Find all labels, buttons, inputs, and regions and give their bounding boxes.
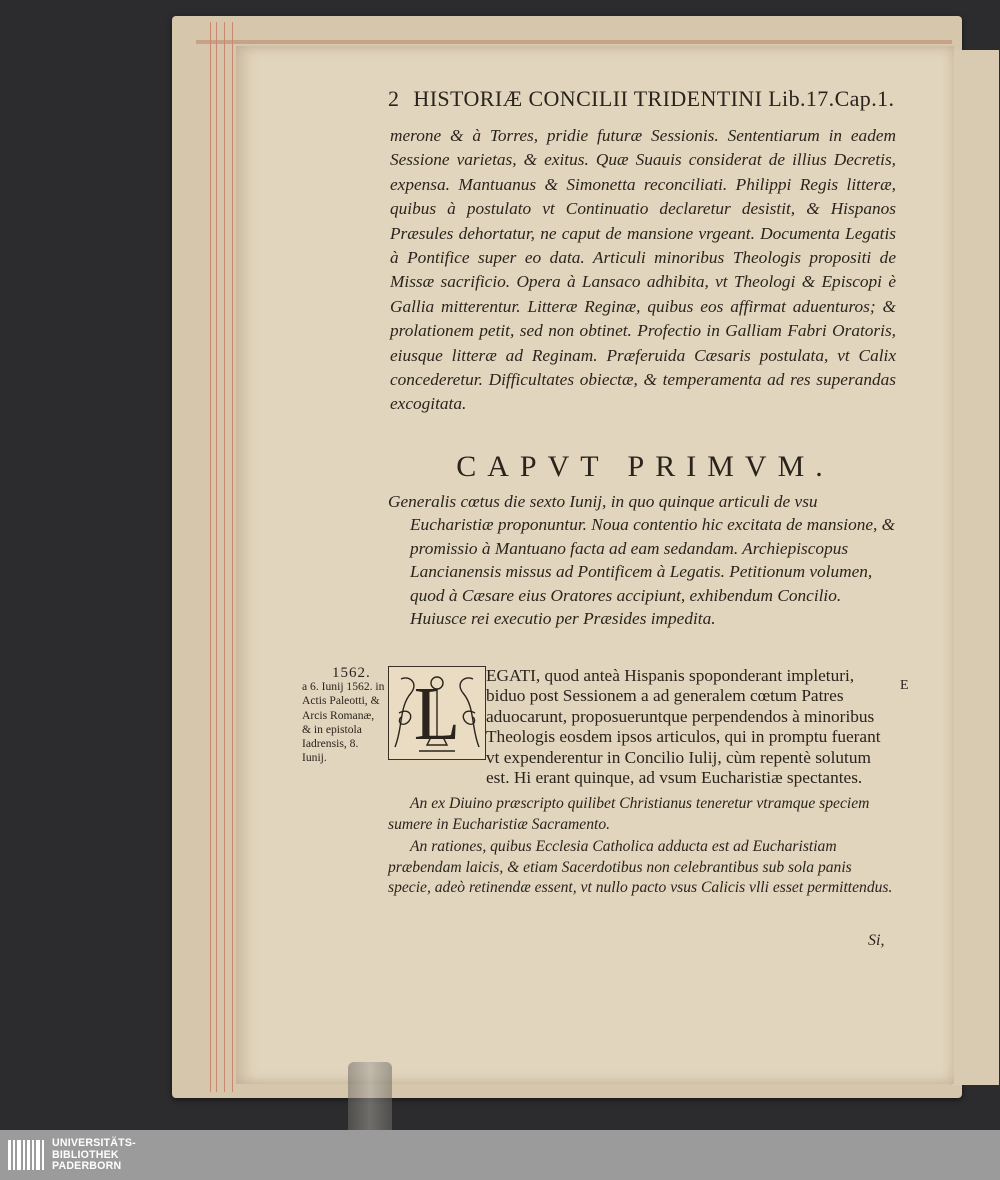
decorated-initial — [388, 666, 486, 760]
library-name-line3: PADERBORN — [52, 1160, 122, 1173]
page-edge-line — [224, 22, 225, 1092]
question-1: An ex Diuino præscripto quilibet Christianus teneretur vtramque speciem sumere in Eucharistiæ Sacramento. — [388, 795, 870, 833]
top-page-trim — [196, 40, 952, 44]
margin-year: 1562. — [332, 665, 371, 681]
argument-text: Eucharistiæ proponuntur. Noua contentio hic excitata de mansione, & promissio à Mantuano facta ad eam sedandam. Archiepiscopus Lancianensis missus ad Pontificem à Legatis. Petitionum volumen, quod à Cæsare eius Oratores accipiunt, exhibendum Concilio. Huiusce rei executio per Præsides impedita. — [410, 515, 896, 629]
decorated-initial-icon — [389, 667, 485, 759]
initial-letter: L — [413, 672, 461, 756]
edge-mark: E — [900, 678, 909, 693]
library-name-line2: BIBLIOTHEK — [52, 1148, 119, 1161]
argument-first-line: Generalis cœtus die sexto Iunij, in quo quinque articuli de vsu — [388, 492, 818, 511]
facing-page-edge — [950, 50, 999, 1085]
library-logo-icon — [8, 1138, 46, 1172]
book-support — [348, 1062, 392, 1130]
running-title: HISTORIÆ CONCILII TRIDENTINI Lib.17.Cap.1. — [413, 86, 895, 111]
running-head — [388, 86, 895, 120]
library-name — [52, 1138, 136, 1173]
footer-bar — [0, 1130, 1000, 1180]
page-edge-line — [210, 22, 211, 1092]
page-edge-line — [216, 22, 217, 1092]
question-2: An rationes, quibus Ecclesia Catholica adducta est ad Eucharistiam præbendam laicis, & etiam Sacerdotibus non celebrantibus sub sola panis specie, adeò retinendæ essent, vt nullo pacto vsus Calicis vlli esset permittendus. — [388, 838, 893, 897]
catchword: Si, — [868, 932, 885, 949]
page-edge-line — [232, 22, 233, 1092]
opening-paragraph: EGATI, quod anteà Hispanis spoponderant impleturi, biduo post Sessionem a ad generalem cœtum Patres aduocarunt, proposueruntque perpendendos à minoribus Theologis eosdem ipsos articulos, qui in promptu fuerant vt expenderentur in Concilio Iulij, cùm repentè solutum est. Hi erant quinque, ad vsum Eucharistiæ spectantes. — [486, 666, 881, 788]
chapter-title: CAPVT PRIMVM. — [456, 450, 834, 483]
margin-note-text: a 6. Iunij 1562. in Actis Paleotti, & Arcis Romanæ, & in epistola Iadrensis, 8. Iunij. — [302, 680, 385, 765]
library-name-line1: UNIVERSITÄTS- — [52, 1137, 136, 1149]
chapter-summary: merone & à Torres, pridie futuræ Sessionis. Sententiarum in eadem Sessione varietas, & exitus. Quæ Suauis considerat de illius Decretis, expensa. Mantuanus & Simonetta reconciliati. Philippi Regis litteræ, quibus à postulato vt Continuatio declaretur desistit, & Hispanos Præsules dehortatur, ne caput de mansione vrgeant. Documenta Legatis à Pontifice super eo data. Articuli minoribus Theologis propositi de Missæ sacrificio. Opera à Lansaco adhibita, vt Theologi & Episcopi è Gallia mitterentur. Litteræ Reginæ, quibus eos affirmat aduenturos; & prolationem petit, sed non obtinet. Profectio in Galliam Fabri Oratoris, eiusque litteræ ad Reginam. Præferuida Cæsaris postulata, vt Calix concederetur. Difficultates obiectæ, & temperamenta ad res superandas excogitata. — [390, 126, 896, 414]
page-number: 2 — [388, 86, 400, 111]
margin-note — [302, 666, 386, 765]
chapter-argument — [388, 490, 896, 630]
page-stack-edges — [180, 22, 242, 1092]
